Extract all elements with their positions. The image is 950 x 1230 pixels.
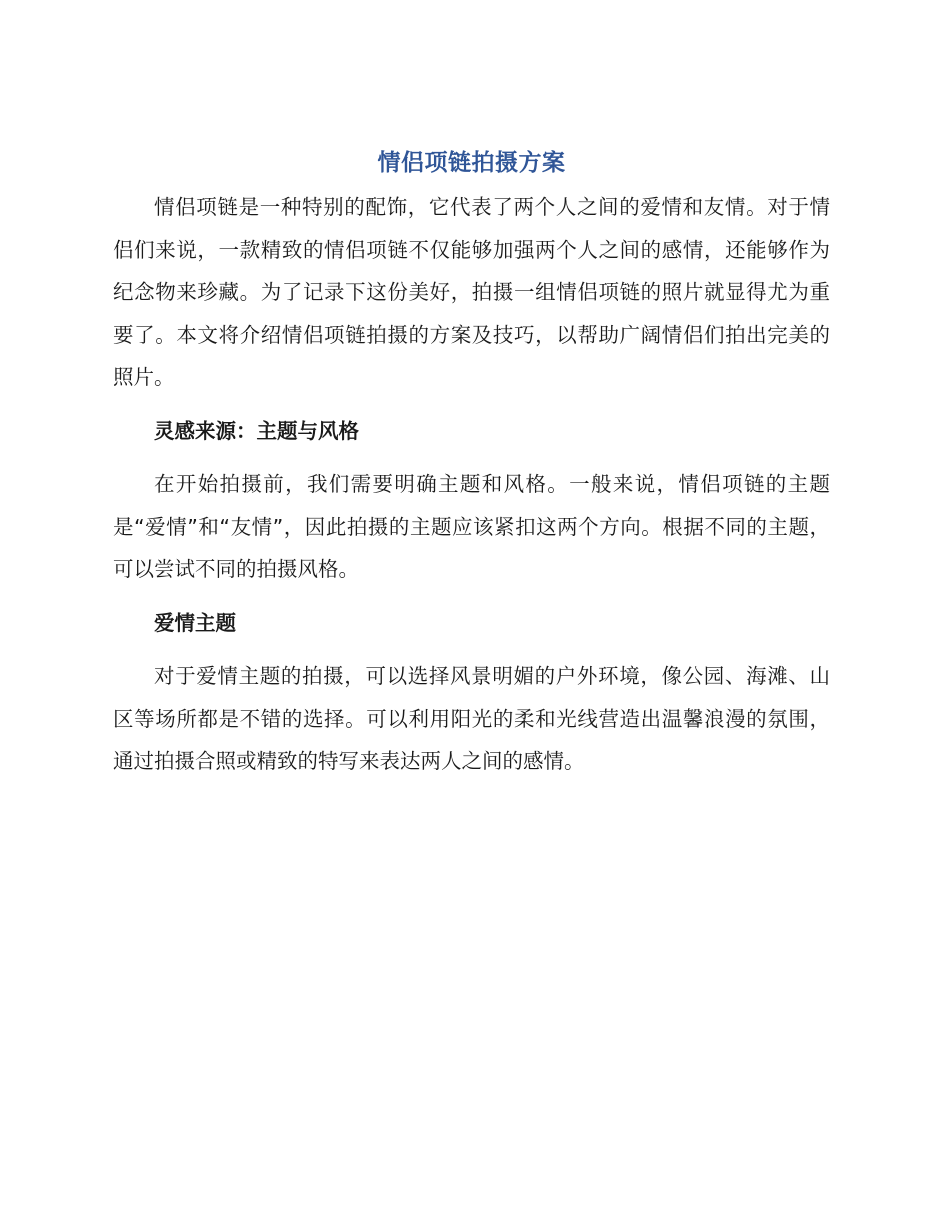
section-paragraph-inspiration: 在开始拍摄前，我们需要明确主题和风格。一般来说，情侣项链的主题是“爱情”和“友情”，因此拍摄的主题应该紧扣这两个方向。根据不同的主题，可以尝试不同的拍摄风格。 bbox=[113, 472, 830, 581]
document-page bbox=[113, 140, 830, 783]
document-title: 情侣项链拍摄方案 bbox=[377, 150, 566, 176]
section-heading-inspiration: 灵感来源：主题与风格 bbox=[154, 418, 359, 443]
section-heading-love-theme: 爱情主题 bbox=[154, 610, 236, 635]
intro-paragraph: 情侣项链是一种特别的配饰，它代表了两个人之间的爱情和友情。对于情侣们来说，一款精致的情侣项链不仅能够加强两个人之间的感情，还能够作为纪念物来珍藏。为了记录下这份美好，拍摄一组情侣项链的照片就显得尤为重要了。本文将介绍情侣项链拍摄的方案及技巧，以帮助广阔情侣们拍出完美的照片。 bbox=[113, 195, 830, 389]
section-paragraph-love-theme: 对于爱情主题的拍摄，可以选择风景明媚的户外环境，像公园、海滩、山区等场所都是不错的选择。可以利用阳光的柔和光线营造出温馨浪漫的氛围，通过拍摄合照或精致的特写来表达两人之间的感情。 bbox=[113, 664, 830, 773]
